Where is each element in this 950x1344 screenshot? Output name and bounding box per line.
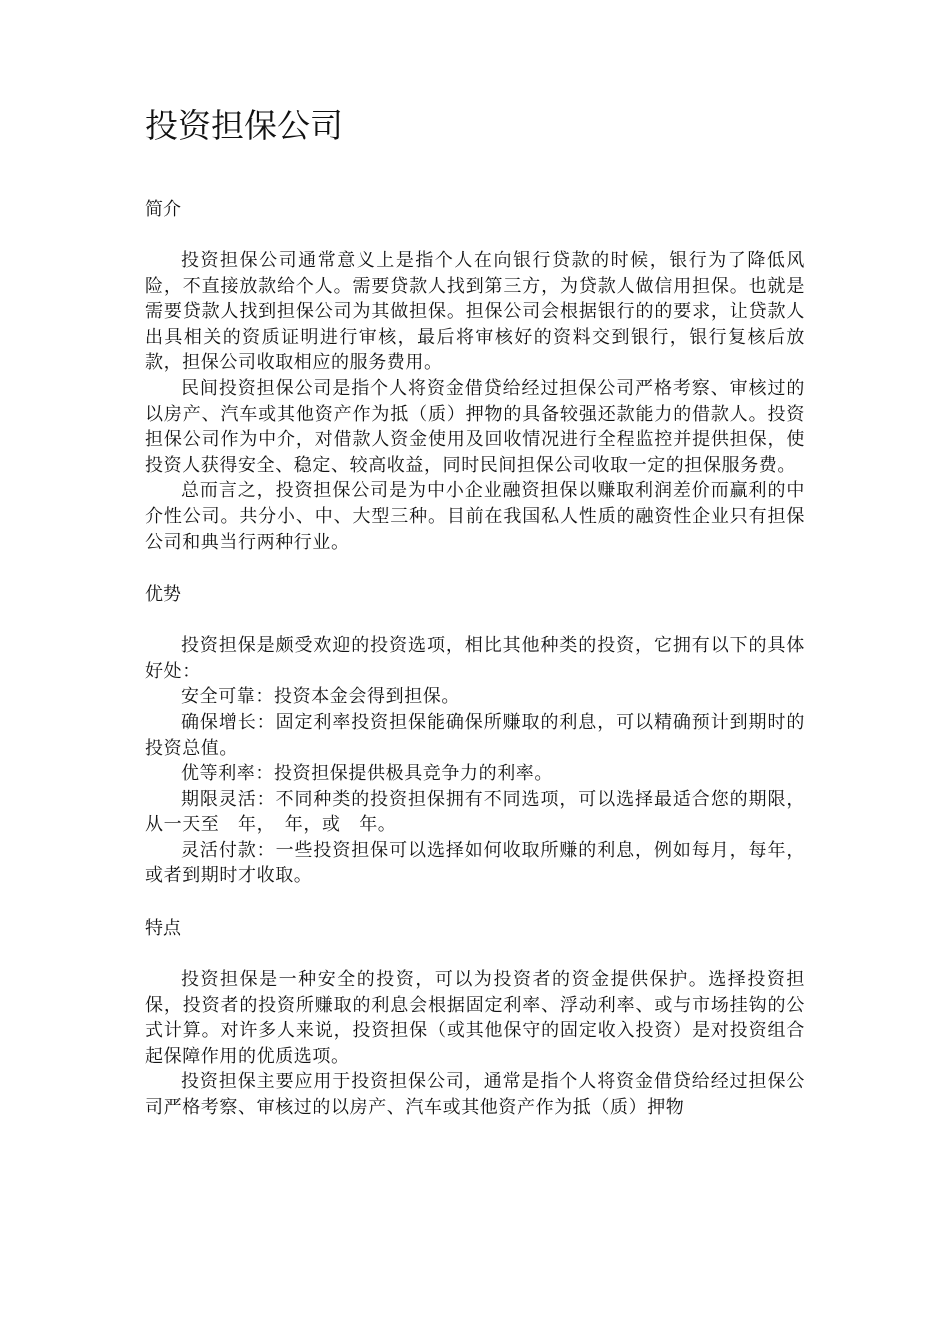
paragraph: 投资担保是一种安全的投资，可以为投资者的资金提供保护。选择投资担保，投资者的投资所赚取的利息会根据固定利率、浮动利率、或与市场挂钩的公式计算。对许多人来说，投资担保（或其他保守的固定收入投资）是对投资组合起保障作用的优质选项。 <box>145 969 805 1067</box>
document-title: 投资担保公司 <box>145 106 343 145</box>
document-body <box>145 198 805 1149</box>
paragraph: 投资担保公司通常意义上是指个人在向银行贷款的时候，银行为了降低风险，不直接放款给个人。需要贷款人找到第三方，为贷款人做信用担保。也就是需要贷款人找到担保公司为其做担保。担保公司会根据银行的的要求，让贷款人出具相关的资质证明进行审核，最后将审核好的资料交到银行，银行复核后放款，担保公司收取相应的服务费用。 <box>145 250 805 374</box>
section-body-intro <box>145 248 805 555</box>
section-advantages <box>145 583 805 889</box>
paragraph: 总而言之，投资担保公司是为中小企业融资担保以赚取利润差价而赢利的中介性公司。共分小、中、大型三种。目前在我国私人性质的融资性企业只有担保公司和典当行两种行业。 <box>145 480 805 553</box>
paragraph: 投资担保是颇受欢迎的投资选项，相比其他种类的投资，它拥有以下的具体好处： <box>145 635 805 682</box>
section-heading-features: 特点 <box>145 918 181 940</box>
paragraph: 优等利率：投资担保提供极具竞争力的利率。 <box>181 763 553 785</box>
paragraph: 安全可靠：投资本金会得到担保。 <box>181 686 460 708</box>
section-heading-advantages: 优势 <box>145 584 181 606</box>
section-body-advantages <box>145 633 805 889</box>
section-intro <box>145 198 805 555</box>
section-features <box>145 917 805 1121</box>
section-body-features <box>145 967 805 1121</box>
paragraph: 投资担保主要应用于投资担保公司，通常是指个人将资金借贷给经过担保公司严格考察、审核过的以房产、汽车或其他资产作为抵（质）押物 <box>145 1071 805 1119</box>
paragraph: 民间投资担保公司是指个人将资金借贷给经过担保公司严格考察、审核过的以房产、汽车或其他资产作为抵（质）押物的具备较强还款能力的借款人。投资担保公司作为中介，对借款人资金使用及回收情况进行全程监控并提供担保，使投资人获得安全、稳定、较高收益，同时民间担保公司收取一定的担保服务费。 <box>145 377 805 476</box>
section-heading-intro: 简介 <box>145 199 181 220</box>
paragraph: 期限灵活：不同种类的投资担保拥有不同选项，可以选择最适合您的期限，从一天至 年， 年，或 年。 <box>145 788 805 836</box>
paragraph: 灵活付款：一些投资担保可以选择如何收取所赚的利息，例如每月，每年，或者到期时才收取。 <box>145 839 805 887</box>
paragraph: 确保增长：固定利率投资担保能确保所赚取的利息，可以精确预计到期时的投资总值。 <box>145 711 805 759</box>
